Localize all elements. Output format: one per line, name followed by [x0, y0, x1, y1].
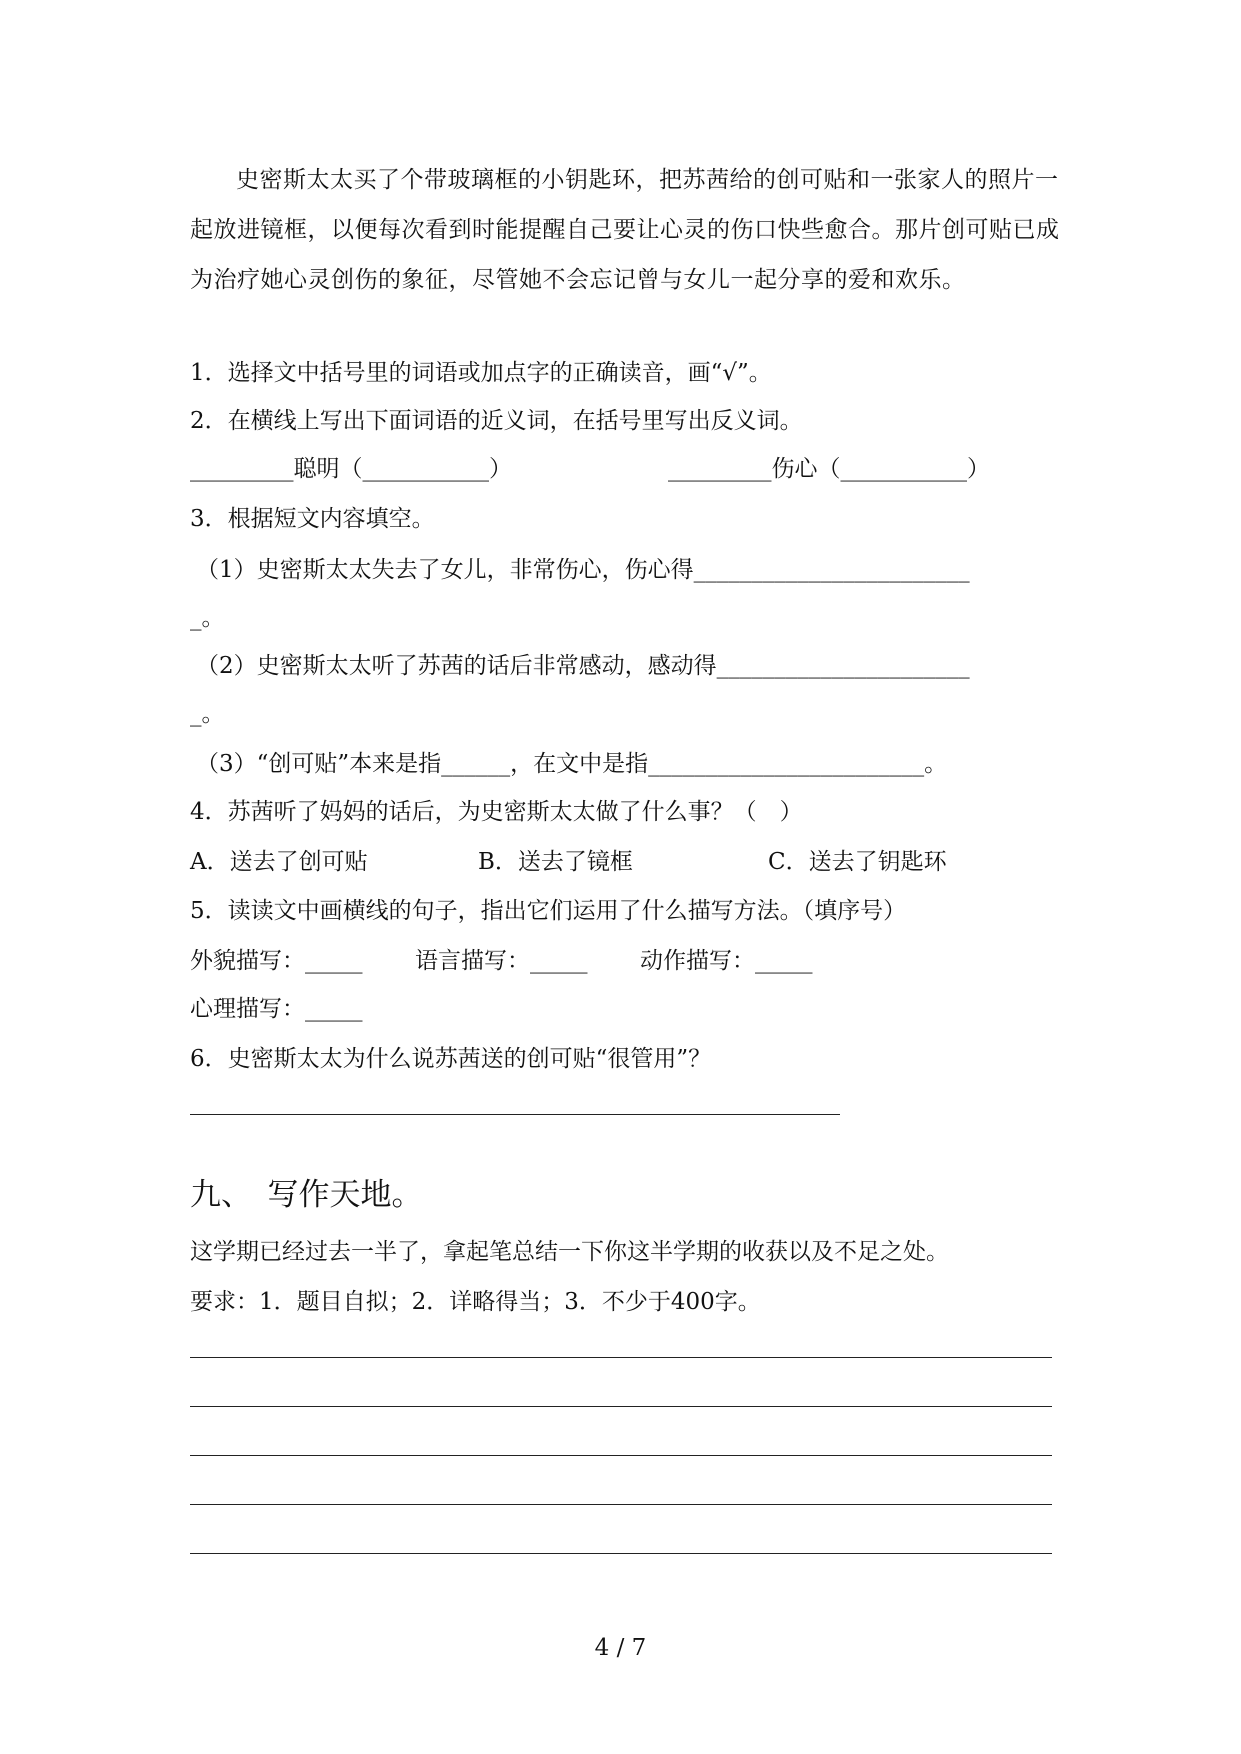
- writing-prompt: 这学期已经过去一半了，拿起笔总结一下你这半学期的收获以及不足之处。: [190, 1239, 949, 1265]
- question-2-blank-sad: _________伤心（___________）: [668, 456, 990, 482]
- question-4-option-a: A．送去了创可贴: [190, 849, 368, 875]
- question-5-action: 动作描写：_____: [640, 948, 813, 974]
- question-3-1: （1）史密斯太太失去了女儿，非常伤心，伤心得________________________: [196, 557, 970, 583]
- writing-line: [190, 1455, 1052, 1456]
- writing-section-title: 九、 写作天地。: [190, 1177, 423, 1213]
- page-number: 4 / 7: [594, 1635, 647, 1661]
- question-5-appearance: 外貌描写：_____: [190, 948, 363, 974]
- question-4: 4．苏茜听了妈妈的话后，为史密斯太太做了什么事？（ ）: [190, 799, 803, 825]
- question-3-1-end: _。: [190, 605, 225, 631]
- question-4-option-b: B．送去了镜框: [478, 849, 633, 875]
- writing-line: [190, 1553, 1052, 1554]
- question-4-option-c: C．送去了钥匙环: [768, 849, 947, 875]
- question-2: 2．在横线上写出下面词语的近义词，在括号里写出反义词。: [190, 408, 803, 434]
- question-3-3: （3）“创可贴”本来是指______，在文中是指________________________。: [196, 751, 948, 777]
- writing-requirements: 要求：1．题目自拟；2．详略得当；3．不少于400字。: [190, 1289, 761, 1315]
- writing-line: [190, 1406, 1052, 1407]
- question-3-2: （2）史密斯太太听了苏茜的话后非常感动，感动得______________________: [196, 653, 970, 679]
- question-5-language: 语言描写：_____: [415, 948, 588, 974]
- question-5: 5．读读文中画横线的句子，指出它们运用了什么描写方法。（填序号）: [190, 898, 907, 924]
- passage-paragraph: 史密斯太太买了个带玻璃框的小钥匙环，把苏茜给的创可贴和一张家人的照片一起放进镜框，以便每次看到时能提醒自己要让心灵的伤口快些愈合。那片创可贴已成为治疗她心灵创伤的象征，尽管她不会忘记曾与女儿一起分享的爱和欢乐。: [190, 167, 1060, 293]
- writing-line: [190, 1504, 1052, 1505]
- question-5-psychology: 心理描写：_____: [190, 996, 363, 1022]
- question-3-2-end: _。: [190, 701, 225, 727]
- question-3: 3．根据短文内容填空。: [190, 506, 435, 532]
- question-6-answer-line: [190, 1114, 840, 1115]
- question-6: 6．史密斯太太为什么说苏茜送的创可贴“很管用”？: [190, 1046, 712, 1072]
- question-2-blank-smart: _________聪明（___________）: [190, 456, 512, 482]
- writing-line: [190, 1357, 1052, 1358]
- question-1: 1．选择文中括号里的词语或加点字的正确读音，画“√”。: [190, 360, 772, 386]
